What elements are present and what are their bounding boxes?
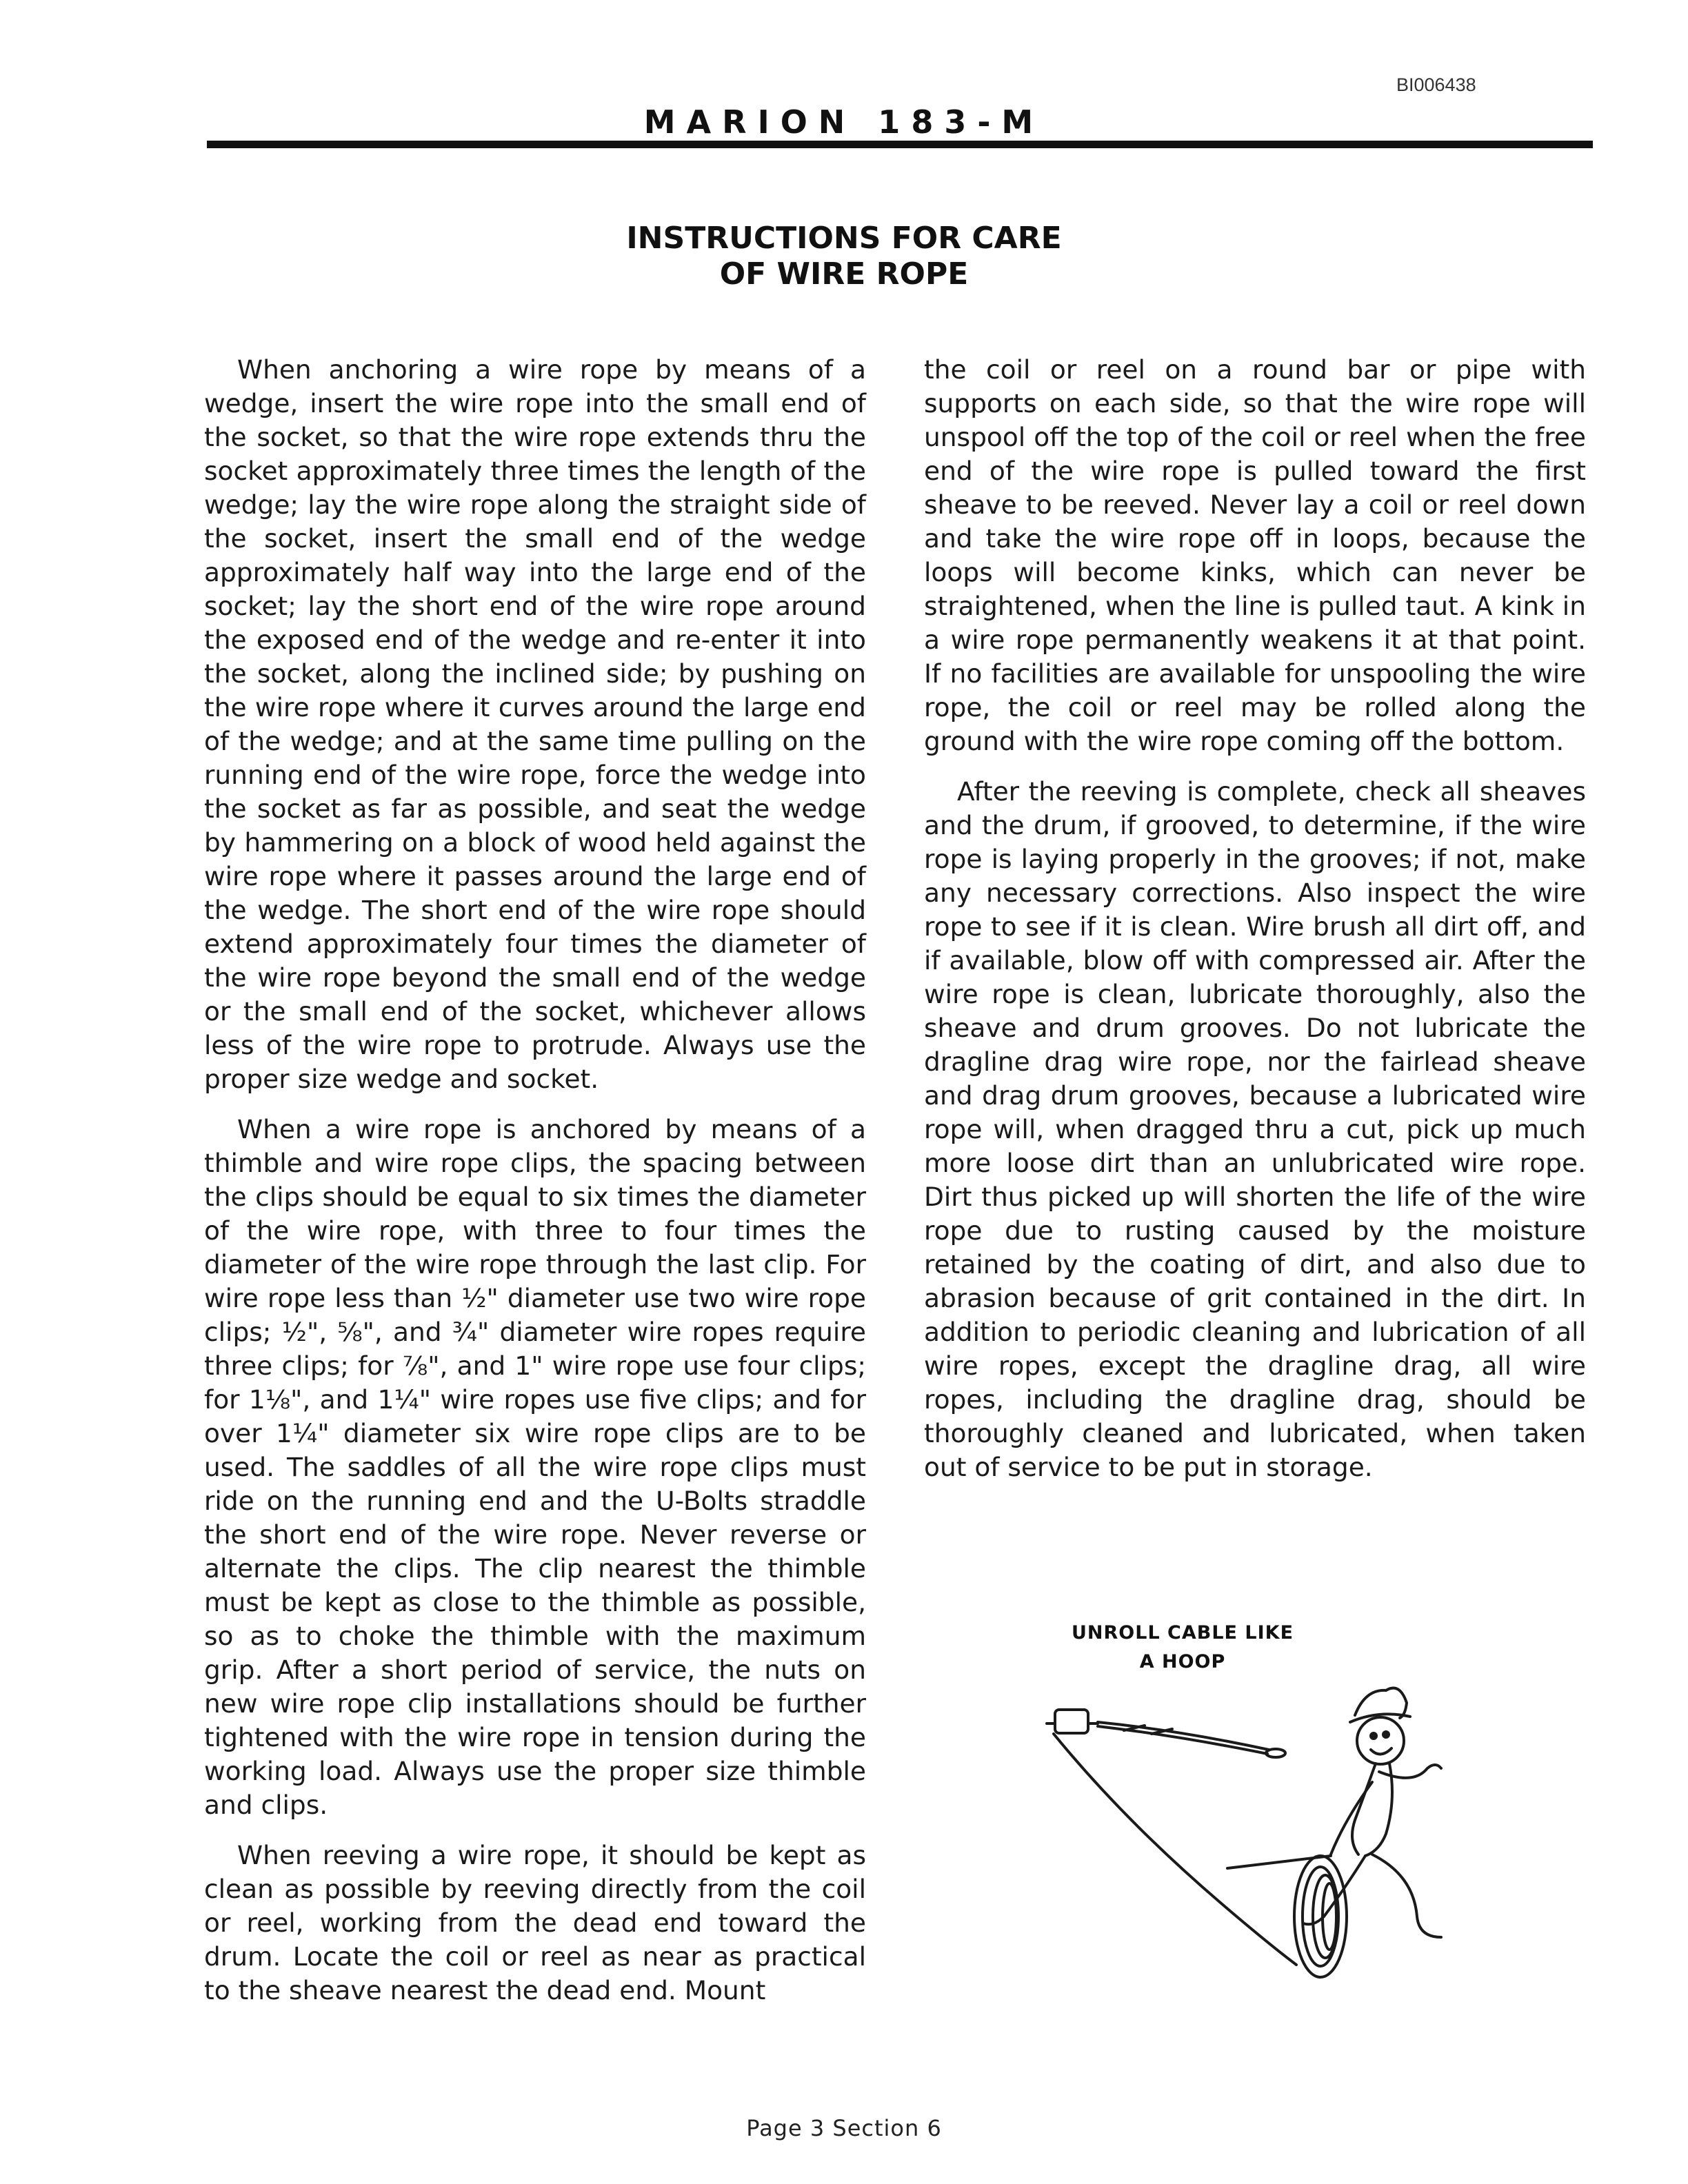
paragraph-reeving-continued: the coil or reel on a round bar or pipe with supports on each side, so that the wire rope will unspool off the top of the coil or reel when the free end of the wire rope is pulled toward the first sheave to be reeved. Never lay a coil or reel down and take the wire rope off in loops, because the loops will become kinks, which can never be straightened, when the line is pulled taut. A kink in a wire rope permanently weakens it at that point. If no facilities are available for unspooling the wire rope, the coil or reel may be rolled along the ground with the wire rope coming off the bottom. — [924, 354, 1586, 756]
caption-line-1: UNROLL CABLE LIKE — [1071, 1622, 1294, 1644]
caption-line-2: A HOOP — [1139, 1651, 1226, 1672]
paragraph-inspection-lubrication: After the reeving is complete, check all sheaves and the drum, if grooved, to determine, if the wire rope is laying properly in the grooves; if not, make any necessary corrections. Also inspect the wire rope to see if it is clean. Wire brush all dirt off, and if available, blow off with compressed air. After the wire rope is clean, lubricate thoroughly, also the sheave and drum grooves. Do not lubricate the dragline drag wire rope, nor the fairlead sheave and drag drum grooves, because a lubricated wire rope will, when dragged thru a cut, pick up much more loose dirt than an unlubricated wire rope. Dirt thus picked up will shorten the life of the wire rope due to rusting caused by the moisture retained by the coating of dirt, and also due to abrasion because of grit contained in the dirt. In addition to periodic cleaning and lubrication of all wire ropes, except the dragline drag, all wire ropes, including the dragline drag, should be thoroughly cleaned and lubricated, when taken out of service to be put in storage. — [924, 776, 1586, 1482]
unroll-cable-illustration — [1041, 1613, 1469, 2006]
hoop-stick — [1227, 1856, 1331, 1868]
section-title-line-2: OF WIRE ROPE — [719, 256, 969, 292]
paragraph-reeving: When reeving a wire rope, it should be kept as clean as possible by reeving directly from the coil or reel, working from the dead end toward the drum. Locate the coil or reel as near as practical to the sheave nearest the dead end. Mount — [204, 1840, 866, 2005]
cable-line — [1054, 1734, 1296, 1965]
page-footer: Page 3 Section 6 — [746, 2115, 942, 2141]
section-title — [0, 221, 1688, 292]
paragraph-wedge-socket: When anchoring a wire rope by means of a wedge, insert the wire rope into the small end of the socket, so that the wire rope extends thru the socket approximately three times the length of the wedge; lay the wire rope along the straight side of the socket, insert the small end of the wedge approximately half way into the large end of the socket; lay the short end of the wire rope around the exposed end of the wedge and re-enter it into the socket, along the inclined side; by pushing on the wire rope where it curves around the large end of the wedge; and at the same time pulling on the running end of the wire rope, force the wedge into the socket as far as possible, and seat the wedge by hammering on a block of wood held against the wire rope where it passes around the large end of the wedge. The short end of the wire rope should extend approximately four times the diameter of the wire rope beyond the small end of the wedge or the small end of the socket, whichever allows less of the wire rope to protrude. Always use the proper size wedge and socket. — [204, 354, 866, 1094]
cable-reel-icon — [1047, 1710, 1285, 1757]
left-column — [204, 353, 866, 2024]
header-divider — [207, 141, 1593, 148]
cable-hoop-icon — [1294, 1856, 1347, 1977]
page-header-title: MARION 183-M — [643, 103, 1045, 141]
section-title-line-1: INSTRUCTIONS FOR CARE — [626, 221, 1062, 256]
paragraph-thimble-clips: When a wire rope is anchored by means of a thimble and wire rope clips, the spacing between the clips should be equal to six times the diameter of the wire rope, with three to four times the diameter of the wire rope through the last clip. For wire rope less than ½" diameter use two wire rope clips; ½", ⅝", and ¾" diameter wire ropes require three clips; for ⅞", and 1" wire rope use four clips; for 1⅛", and 1¼" wire ropes use five clips; and for over 1¼" diameter six wire rope clips are to be used. The saddles of all the wire rope clips must ride on the running end and the U-Bolts straddle the short end of the wire rope. Never reverse or alternate the clips. The clip nearest the thimble must be kept as close to the thimble as possible, so as to choke the thimble with the maximum grip. After a short period of service, the nuts on new wire rope clip installations should be further tightened with the wire rope in tension during the working load. Always use the proper size thimble and clips. — [204, 1114, 866, 1820]
right-column — [924, 353, 1586, 1501]
document-id: BI006438 — [1396, 74, 1476, 95]
